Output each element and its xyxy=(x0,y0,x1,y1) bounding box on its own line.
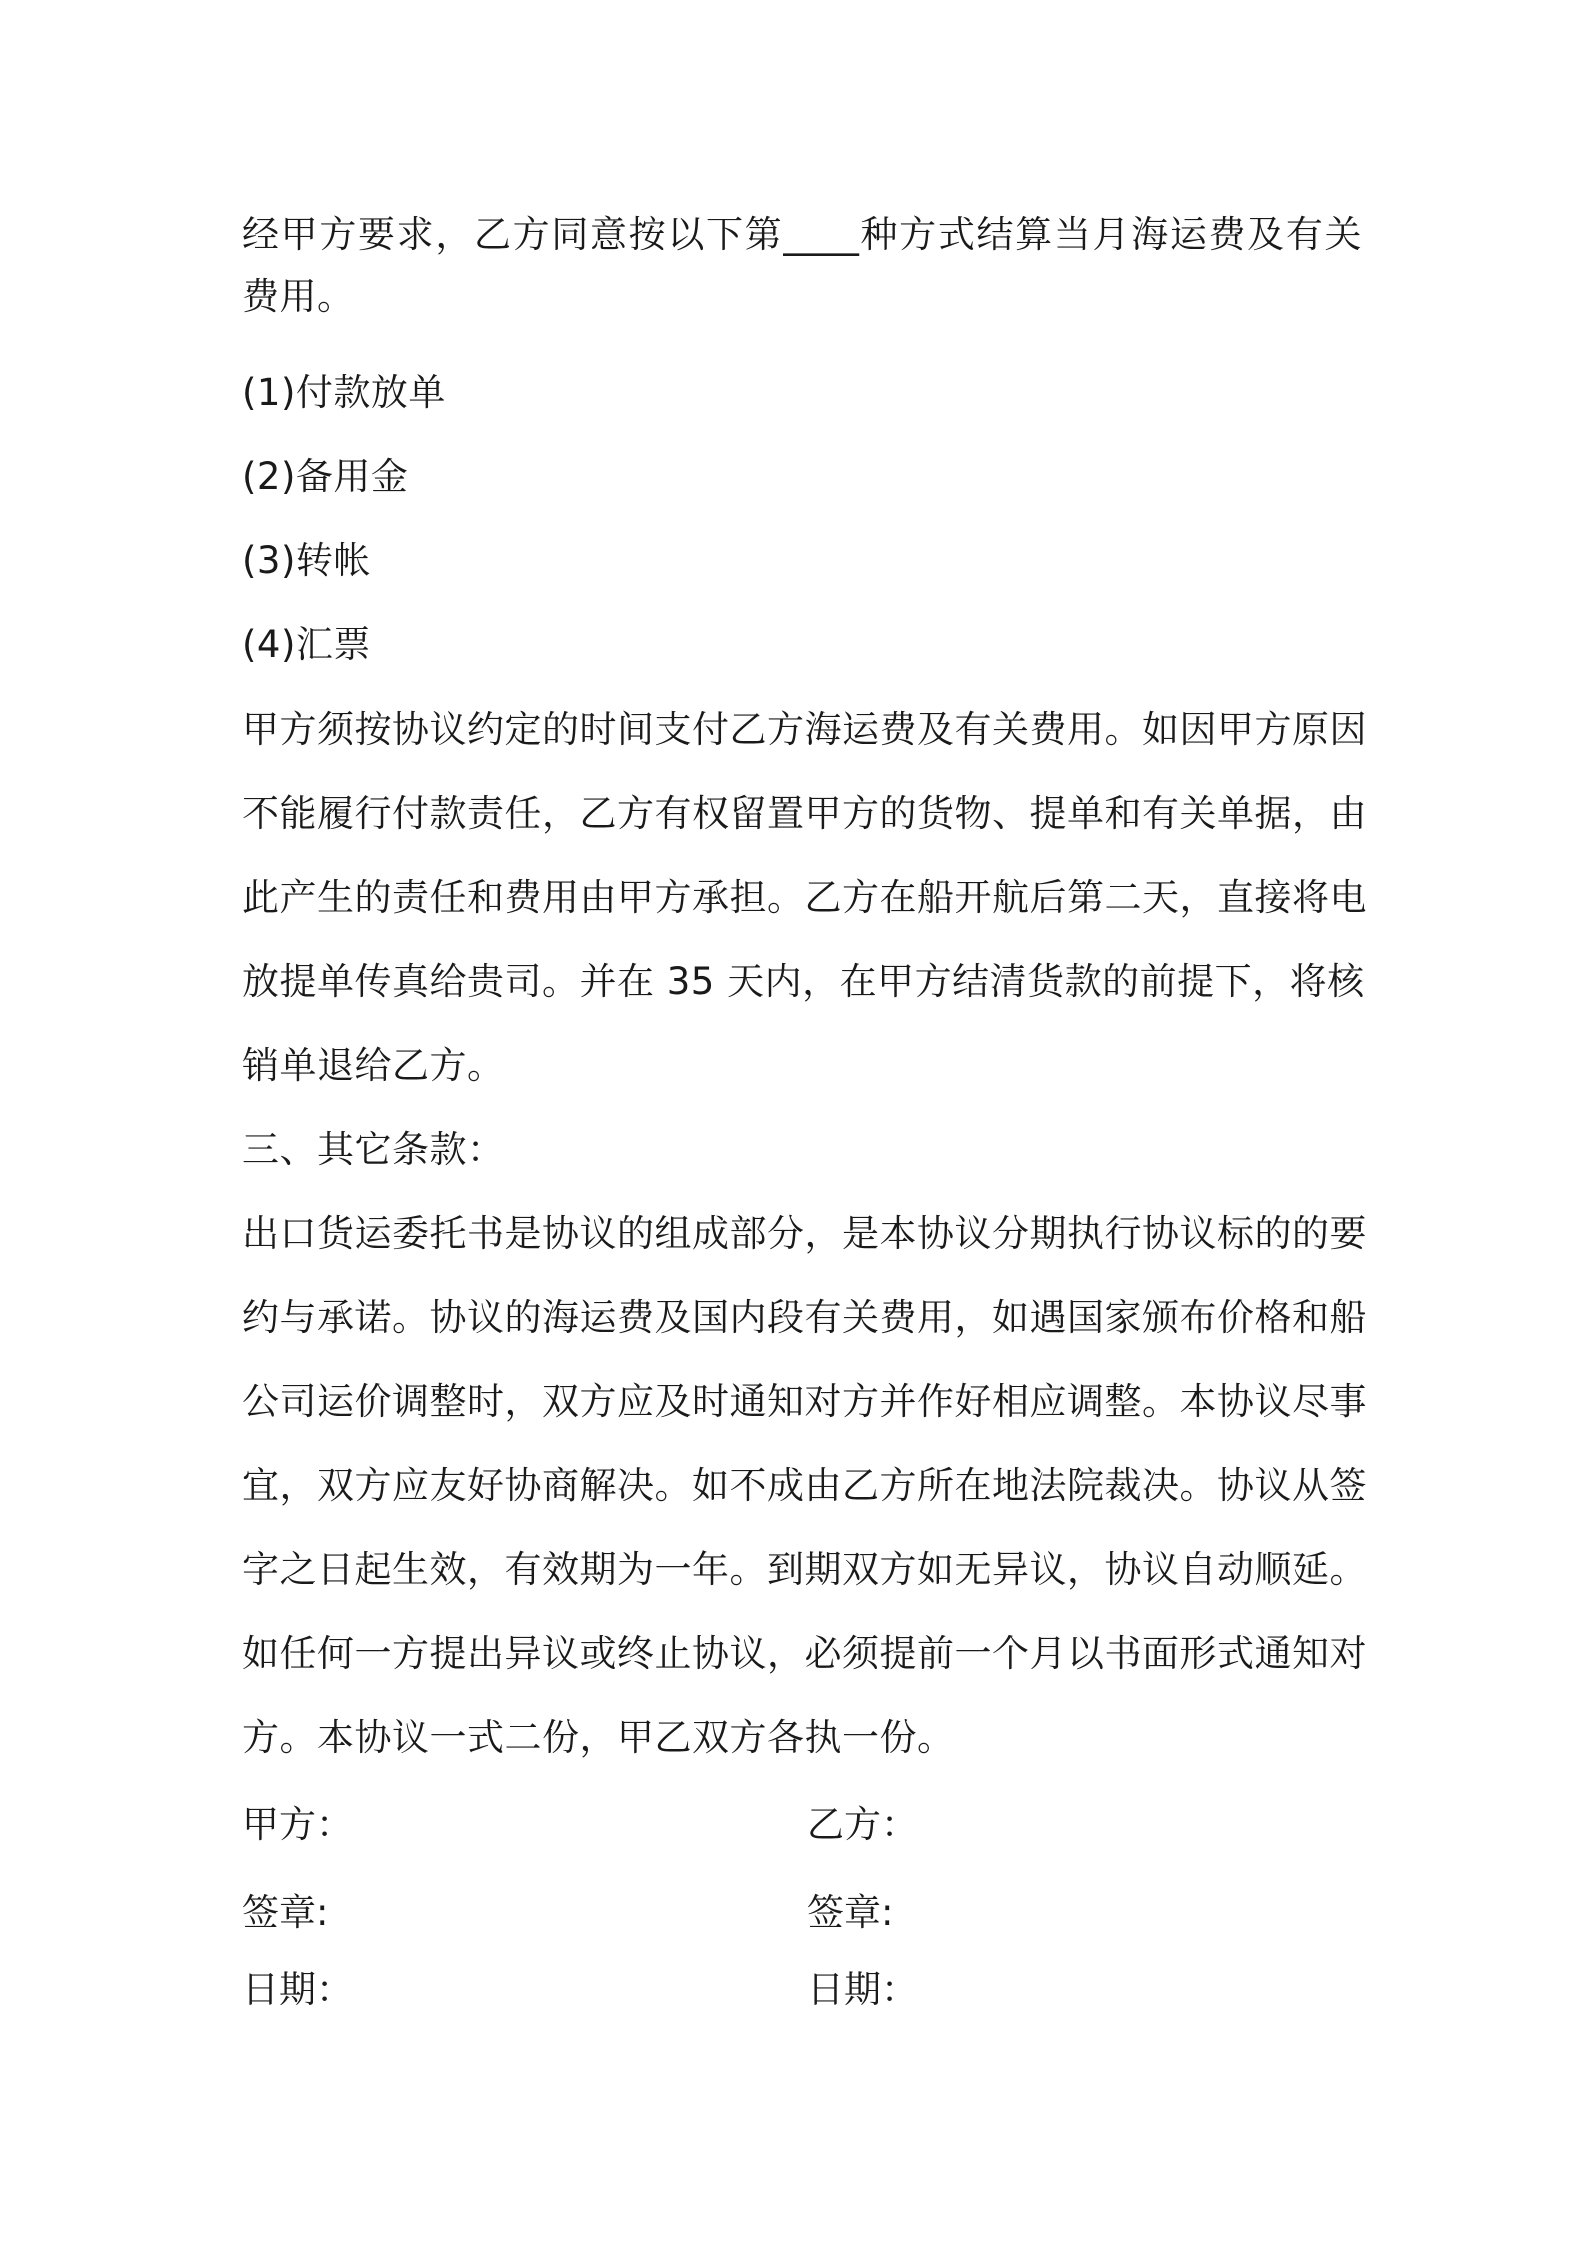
para3-line6: 如任何一方提出异议或终止协议，必须提前一个月以书面形式通知对 xyxy=(242,1632,1367,1675)
party-b-label: 乙方： xyxy=(807,1803,918,1846)
section3-title: 三、其它条款： xyxy=(242,1128,505,1171)
para2-line4: 放提单传真给贵司。并在 35 天内，在甲方结清货款的前提下，将核 xyxy=(242,960,1365,1003)
signature-row-seal xyxy=(242,1888,1362,1938)
seal-b-label: 签章: xyxy=(807,1891,894,1934)
date-a-label: 日期： xyxy=(242,1968,353,2011)
signature-row-date xyxy=(242,1965,1362,2015)
signature-row-party xyxy=(242,1800,1362,1850)
party-a-label: 甲方： xyxy=(242,1803,353,1846)
para2-line3: 此产生的责任和费用由甲方承担。乙方在船开航后第二天，直接将电 xyxy=(242,876,1367,919)
para3-line7: 方。本协议一式二份，甲乙双方各执一份。 xyxy=(242,1716,955,1759)
option-4: (4)汇票 xyxy=(242,623,371,666)
para3-line5: 字之日起生效，有效期为一年。到期双方如无异议，协议自动顺延。 xyxy=(242,1548,1367,1591)
para1-line2: 费用。 xyxy=(242,275,355,318)
seal-a-label: 签章: xyxy=(242,1891,329,1934)
date-b-label: 日期： xyxy=(807,1968,918,2011)
para2-line1: 甲方须按协议约定的时间支付乙方海运费及有关费用。如因甲方原因 xyxy=(242,708,1367,751)
para3-line4: 宜，双方应友好协商解决。如不成由乙方所在地法院裁决。协议从签 xyxy=(242,1464,1367,1507)
para2-line5: 销单退给乙方。 xyxy=(242,1044,505,1087)
para2-line2: 不能履行付款责任，乙方有权留置甲方的货物、提单和有关单据，由 xyxy=(242,792,1367,835)
option-2: (2)备用金 xyxy=(242,455,409,498)
para3-line3: 公司运价调整时，双方应及时通知对方并作好相应调整。本协议尽事 xyxy=(242,1380,1367,1423)
option-1: (1)付款放单 xyxy=(242,371,446,414)
para3-line1: 出口货运委托书是协议的组成部分，是本协议分期执行协议标的的要 xyxy=(242,1212,1367,1255)
para1-line1: 经甲方要求，乙方同意按以下第____种方式结算当月海运费及有关 xyxy=(242,213,1362,256)
para3-line2: 约与承诺。协议的海运费及国内段有关费用，如遇国家颁布价格和船 xyxy=(242,1296,1367,1339)
option-3: (3)转帐 xyxy=(242,539,371,582)
